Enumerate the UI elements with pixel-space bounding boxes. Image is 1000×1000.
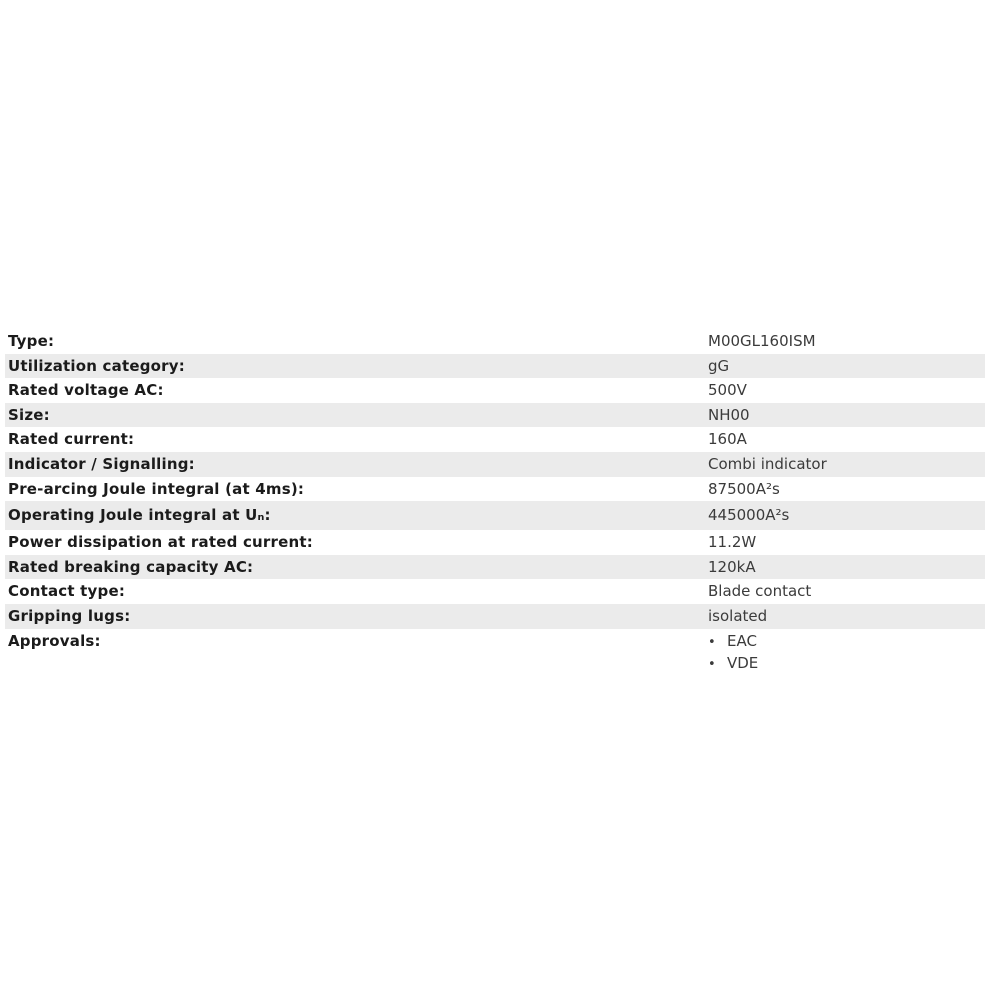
spec-value-list-item: [708, 631, 758, 653]
spec-label: Approvals:: [8, 631, 101, 650]
spec-label: Size:: [8, 405, 50, 424]
spec-value: 87500A²s: [708, 479, 780, 498]
spec-label: Operating Joule integral at Uₙ:: [8, 506, 271, 525]
spec-value: gG: [708, 356, 730, 375]
spec-row: [5, 378, 985, 403]
spec-row: [5, 555, 985, 580]
spec-value: EAC: [727, 631, 757, 650]
spec-row: [5, 427, 985, 452]
bullet-icon: •: [708, 634, 716, 650]
spec-label: Rated breaking capacity AC:: [8, 557, 254, 576]
spec-row: [5, 354, 985, 379]
spec-value: Blade contact: [708, 582, 812, 601]
bullet-icon: •: [708, 656, 716, 672]
spec-row: [5, 477, 985, 502]
spec-value: NH00: [708, 405, 750, 424]
spec-value-list: [708, 629, 758, 675]
spec-row: [5, 501, 985, 530]
spec-label: Rated current:: [8, 430, 135, 449]
spec-label: Type:: [8, 332, 55, 350]
spec-row: [5, 629, 985, 675]
spec-row: [5, 329, 985, 354]
spec-label: Rated voltage AC:: [8, 381, 164, 400]
spec-value: Combi indicator: [708, 454, 827, 473]
spec-value: M00GL160ISM: [708, 332, 816, 350]
spec-table: [5, 329, 985, 675]
spec-label: Indicator / Signalling:: [8, 454, 195, 473]
spec-label: Pre-arcing Joule integral (at 4ms):: [8, 479, 305, 498]
spec-value: 120kA: [708, 557, 756, 576]
spec-value: 11.2W: [708, 533, 757, 552]
spec-label: Utilization category:: [8, 356, 185, 375]
spec-label: Contact type:: [8, 582, 126, 601]
spec-value: VDE: [727, 653, 759, 672]
spec-value-list-item: [708, 653, 758, 675]
spec-value: 500V: [708, 381, 747, 400]
spec-row: [5, 604, 985, 629]
spec-row: [5, 452, 985, 477]
spec-label: Power dissipation at rated current:: [8, 533, 313, 552]
spec-value: 445000A²s: [708, 506, 790, 525]
spec-row: [5, 579, 985, 604]
spec-value: 160A: [708, 430, 747, 449]
spec-label: Gripping lugs:: [8, 606, 131, 625]
spec-value: isolated: [708, 606, 768, 625]
spec-row: [5, 530, 985, 555]
spec-row: [5, 403, 985, 428]
